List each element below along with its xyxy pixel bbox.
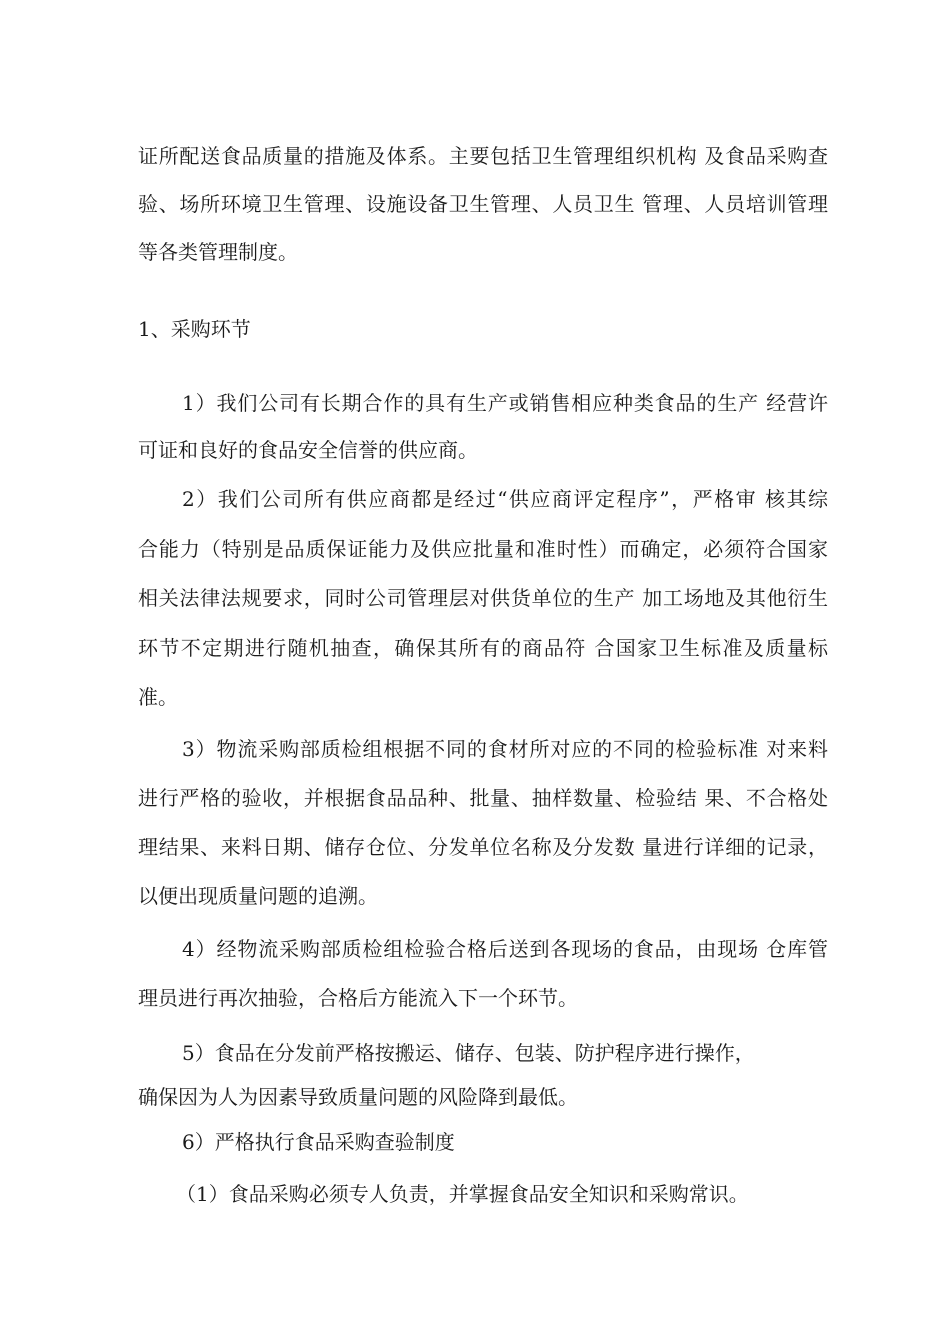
item5-line-1: 5）食品在分发前严格按搬运、储存、包装、防护程序进行操作， [182,1041,755,1065]
item2-line-3: 相关法律法规要求，同时公司管理层对供货单位的生产 加工场地及其他衍生 [138,586,828,610]
item5-line-2: 确保因为人为因素导致质量问题的风险降到最低。 [138,1085,578,1109]
item4-line-2: 理员进行再次抽验，合格后方能流入下一个环节。 [138,986,578,1010]
item4-line-1: 4）经物流采购部质检组检验合格后送到各现场的食品，由现场 仓库管 [182,937,828,961]
item3-line-2: 进行严格的验收，并根据食品品种、批量、抽样数量、检验结 果、不合格处 [138,786,828,810]
intro-line-1: 证所配送食品质量的措施及体系。主要包括卫生管理组织机构 及食品采购查 [138,144,828,168]
item2-line-5: 准。 [138,685,178,709]
item3-line-3: 理结果、来料日期、储存仓位、分发单位名称及分发数 量进行详细的记录， [138,835,828,859]
section-heading: 1、采购环节 [138,317,251,341]
item6-line: 6）严格执行食品采购查验制度 [182,1130,455,1154]
item2-line-4: 环节不定期进行随机抽查，确保其所有的商品符 合国家卫生标准及质量标 [138,636,828,660]
item3-line-1: 3）物流采购部质检组根据不同的食材所对应的不同的检验标准 对来料 [182,737,828,761]
subitem1-line: （1）食品采购必须专人负责，并掌握食品安全知识和采购常识。 [176,1182,749,1206]
item3-line-4: 以便出现质量问题的追溯。 [138,884,378,908]
intro-line-2: 验、场所环境卫生管理、设施设备卫生管理、人员卫生 管理、人员培训管理 [138,192,828,216]
item2-line-1: 2）我们公司所有供应商都是经过“供应商评定程序”，严格审 核其综 [182,487,828,511]
intro-line-3: 等各类管理制度。 [138,240,298,264]
item1-line-2: 可证和良好的食品安全信誉的供应商。 [138,438,478,462]
item1-line-1: 1）我们公司有长期合作的具有生产或销售相应种类食品的生产 经营许 [182,391,828,415]
item2-line-2: 合能力（特别是品质保证能力及供应批量和准时性）而确定，必须符合国家 [138,537,828,561]
